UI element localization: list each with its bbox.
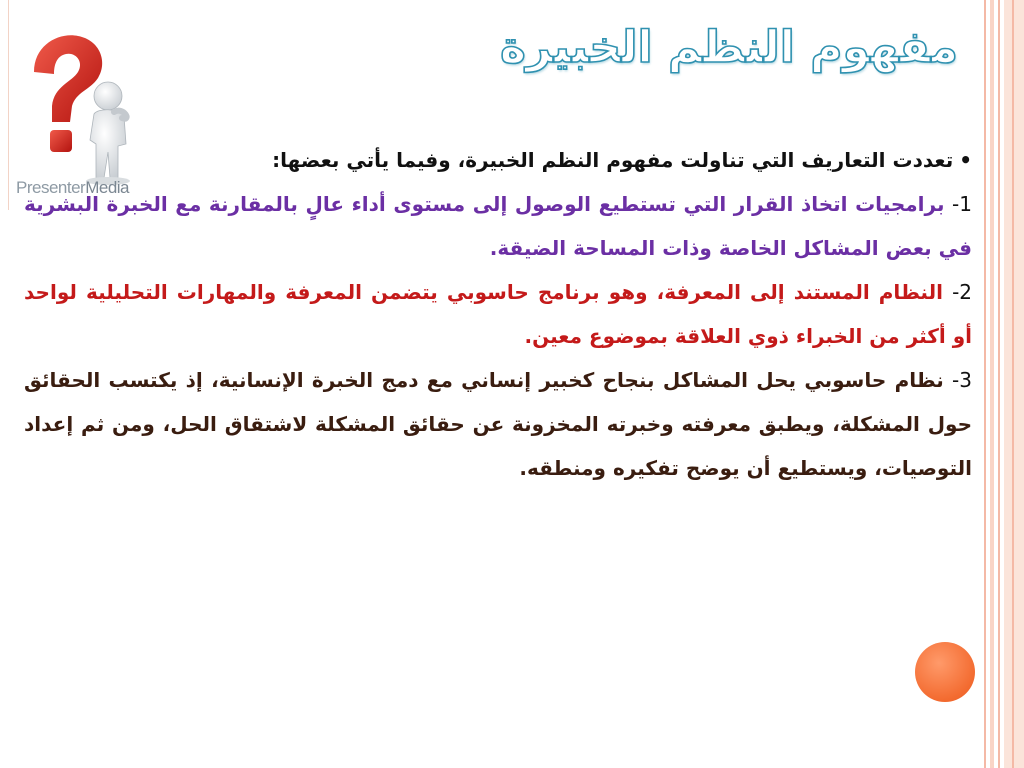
item-text: برامجيات اتخاذ القرار التي تستطيع الوصول إلى مستوى أداء عالٍ بالمقارنة مع الخبرة البشرية في بعض المشاكل الخاصة وذات المساحة الضيقة.: [24, 192, 972, 260]
intro-paragraph: [24, 138, 972, 182]
decor-stripe: [990, 0, 994, 768]
item-number: 3-: [952, 368, 972, 392]
slide-title: مفهوم النظم الخبيرة: [500, 22, 958, 73]
decor-stripe: [1012, 0, 1014, 768]
item-number: 2-: [952, 280, 973, 304]
item-text: نظام حاسوبي يحل المشاكل بنجاح كخبير إنساني مع دمج الخبرة الإنسانية، إذ يكتسب الحقائق حول المشكلة، ويطبق معرفته وخبرته المخزونة عن حقائق المشكلة لاشتقاق الحل، ومن ثم إعداد التوصيات، ويستطيع أن يوضح تفكيره ومنطقه.: [24, 368, 972, 480]
definition-item-1: [24, 182, 972, 270]
decor-stripe: [1004, 0, 1024, 768]
left-frame-line: [0, 0, 9, 210]
logo-text-presenter: Presenter: [16, 178, 86, 197]
orange-circle-decoration: [915, 642, 975, 702]
item-number: 1-: [952, 192, 972, 216]
item-text: النظام المستند إلى المعرفة، وهو برنامج حاسوبي يتضمن المعرفة والمهارات التحليلية لواحد أو أكثر من الخبراء ذوي العلاقة بموضوع معين.: [24, 280, 972, 348]
decor-stripe: [998, 0, 1000, 768]
slide-body: [24, 138, 972, 490]
logo-text-media: Media: [85, 178, 130, 197]
definition-item-2: [24, 270, 972, 358]
decor-stripe: [984, 0, 986, 768]
definition-item-3: [24, 358, 972, 490]
intro-text: تعددت التعاريف التي تناولت مفهوم النظم الخبيرة، وفيما يأتي بعضها:: [272, 148, 954, 172]
bullet-icon: •: [959, 148, 972, 172]
